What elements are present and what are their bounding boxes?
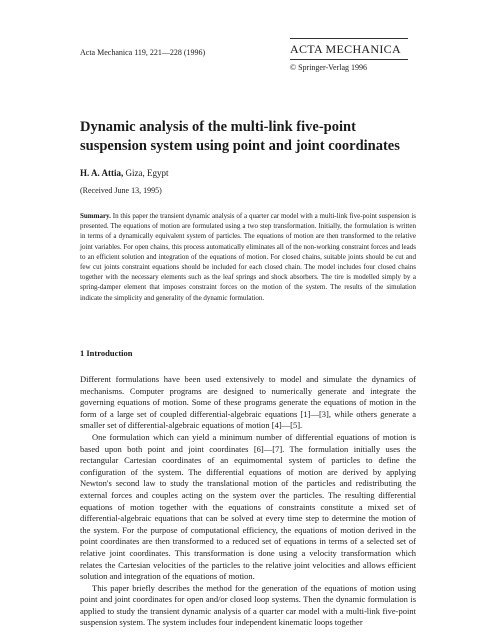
body-paragraph: This paper briefly describes the method for the generation of the equations of motion using point and joint coordinates for open and/or closed loop systems. Then the dynamic formulation is applied to study the transient dynamic analysis of a quarter car model with a multi-link five-point suspension system. The system includes four independent kinematic loops together bbox=[80, 582, 416, 628]
author-line bbox=[80, 168, 169, 178]
body-paragraph: One formulation which can yield a minimum number of differential equations of motion is based upon both point and joint coordinates [6]—[7]. The formulation initially uses the rectangular Cartesian coordinates of an equimomental system of particles to define the configuration of the system. The differential equations of motion are derived by applying Newton's second law to study the translational motion of the particles and redistributing the external forces and couples acting on the system over the particles. The resulting differential equations of motion together with the equations of constraints constitute a mixed set of differential-algebraic equations that can be solved at every time step to determine the motion of the system. For the purpose of computational efficiency, the equations of motion derived in the point coordinates are then transformed to a reduced set of equations in terms of a selected set of relative joint coordinates. This transformation is done using a velocity transformation which relates the Cartesian velocities of the particles to the relative joint velocities and allows efficient solution and integration of the equations of motion. bbox=[80, 431, 416, 582]
author-name: H. A. Attia, bbox=[80, 168, 124, 178]
section-body bbox=[80, 374, 416, 629]
abstract-text: In this paper the transient dynamic analysis of a quarter car model with a multi-link five-point suspension is presented. The equations of motion are formulated using a two step transformation. Initially, the formulation is written in terms of a dynamically equivalent system of particles. The equations of motion are then transformed to the relative joint variables. For open chains, this process automatically eliminates all of the non-working constraint forces and leads to an efficient solution and integration of the equations of motion. For closed chains, suitable joints should be cut and few cut joints constraint equations should be included for each closed chain. The model includes four closed chains together with the necessary elements such as the leaf springs and shock absorbers. The tire is modelled simply by a spring-damper element that imposes constraint forces on the motion of the system. The results of the simulation indicate the simplicity and generality of the dynamic formulation. bbox=[80, 212, 416, 302]
article-title: Dynamic analysis of the multi-link five-point suspension system using point and joint coordinates bbox=[80, 119, 400, 154]
body-paragraph: Different formulations have been used extensively to model and simulate the dynamics of mechanisms. Computer programs are designed to numerically generate and integrate the governing equations of motion. Some of these programs generate the equations of motion in the form of a large set of coupled differential-algebraic equations [1]—[3], while others generate a smaller set of differential-algebraic equations of motion [4]—[5]. bbox=[80, 374, 416, 431]
journal-title: ACTA MECHANICA bbox=[290, 42, 401, 56]
abstract bbox=[80, 211, 416, 303]
author-location: Giza, Egypt bbox=[123, 168, 169, 178]
journal-citation: Acta Mechanica 119, 221—228 (1996) bbox=[80, 48, 206, 57]
received-date: (Received June 13, 1995) bbox=[80, 186, 162, 195]
copyright-line: © Springer-Verlag 1996 bbox=[290, 63, 368, 72]
abstract-label: Summary. bbox=[80, 212, 111, 220]
masthead-divider bbox=[290, 59, 408, 60]
journal-masthead bbox=[290, 38, 408, 72]
section-heading: 1 Introduction bbox=[80, 348, 133, 358]
